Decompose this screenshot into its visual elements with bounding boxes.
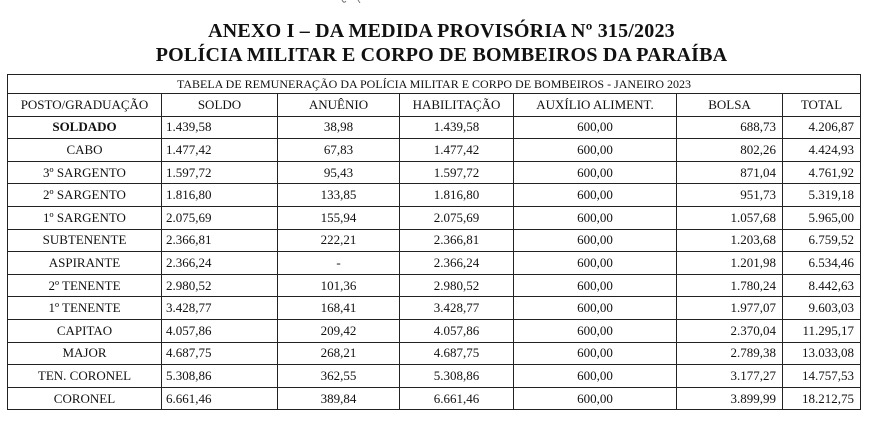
total-cell: 11.295,17 — [783, 319, 861, 342]
habilitacao-cell: 3.428,77 — [400, 297, 514, 320]
habilitacao-cell: 5.308,86 — [400, 365, 514, 388]
anuenio-cell: 155,94 — [278, 206, 400, 229]
total-cell: 9.603,03 — [783, 297, 861, 320]
auxilio-cell: 600,00 — [514, 342, 677, 365]
table-row — [8, 365, 861, 388]
soldo-cell: 2.980,52 — [162, 274, 278, 297]
auxilio-cell: 600,00 — [514, 139, 677, 162]
bolsa-cell: 1.201,98 — [677, 252, 783, 275]
rank-cell: ASPIRANTE — [8, 252, 162, 275]
rank-cell: 3º SARGENTO — [8, 161, 162, 184]
soldo-cell: 1.597,72 — [162, 161, 278, 184]
bolsa-cell: 688,73 — [677, 116, 783, 139]
auxilio-cell: 600,00 — [514, 252, 677, 275]
habilitacao-cell: 1.816,80 — [400, 184, 514, 207]
auxilio-cell: 600,00 — [514, 274, 677, 297]
rank-cell: MAJOR — [8, 342, 162, 365]
soldo-cell: 3.428,77 — [162, 297, 278, 320]
anuenio-cell: 168,41 — [278, 297, 400, 320]
rank-cell: 2º SARGENTO — [8, 184, 162, 207]
soldo-cell: 1.439,58 — [162, 116, 278, 139]
total-cell: 8.442,63 — [783, 274, 861, 297]
column-header-soldo: SOLDO — [162, 94, 278, 117]
total-cell: 13.033,08 — [783, 342, 861, 365]
soldo-cell: 4.057,86 — [162, 319, 278, 342]
table-row — [8, 387, 861, 410]
scan-artifact — [340, 0, 400, 6]
total-cell: 5.319,18 — [783, 184, 861, 207]
total-cell: 18.212,75 — [783, 387, 861, 410]
table-row — [8, 161, 861, 184]
table-row — [8, 206, 861, 229]
anuenio-cell: 362,55 — [278, 365, 400, 388]
rank-cell: CAPITAO — [8, 319, 162, 342]
document-subtitle: POLÍCIA MILITAR E CORPO DE BOMBEIROS DA PARAÍBA — [155, 44, 728, 66]
bolsa-cell: 1.057,68 — [677, 206, 783, 229]
anuenio-cell: 95,43 — [278, 161, 400, 184]
rank-cell: CORONEL — [8, 387, 162, 410]
table-body — [8, 116, 861, 410]
bolsa-cell: 2.370,04 — [677, 319, 783, 342]
total-cell: 6.759,52 — [783, 229, 861, 252]
total-cell: 4.761,92 — [783, 161, 861, 184]
auxilio-cell: 600,00 — [514, 365, 677, 388]
habilitacao-cell: 4.057,86 — [400, 319, 514, 342]
soldo-cell: 1.477,42 — [162, 139, 278, 162]
habilitacao-cell: 2.980,52 — [400, 274, 514, 297]
table-header-row — [8, 94, 861, 117]
rank-cell: 2º TENENTE — [8, 274, 162, 297]
auxilio-cell: 600,00 — [514, 319, 677, 342]
bolsa-cell: 951,73 — [677, 184, 783, 207]
soldo-cell: 2.366,81 — [162, 229, 278, 252]
rank-cell: 1º SARGENTO — [8, 206, 162, 229]
auxilio-cell: 600,00 — [514, 387, 677, 410]
anuenio-cell: 389,84 — [278, 387, 400, 410]
table-row — [8, 274, 861, 297]
soldo-cell: 1.816,80 — [162, 184, 278, 207]
habilitacao-cell: 1.477,42 — [400, 139, 514, 162]
habilitacao-cell: 2.366,81 — [400, 229, 514, 252]
habilitacao-cell: 6.661,46 — [400, 387, 514, 410]
table-row — [8, 184, 861, 207]
bolsa-cell: 1.780,24 — [677, 274, 783, 297]
auxilio-cell: 600,00 — [514, 229, 677, 252]
table-row — [8, 319, 861, 342]
column-header-habilitacao: HABILITAÇÃO — [400, 94, 514, 117]
soldo-cell: 4.687,75 — [162, 342, 278, 365]
soldo-cell: 5.308,86 — [162, 365, 278, 388]
habilitacao-cell: 2.366,24 — [400, 252, 514, 275]
rank-cell: SUBTENENTE — [8, 229, 162, 252]
auxilio-cell: 600,00 — [514, 116, 677, 139]
total-cell: 14.757,53 — [783, 365, 861, 388]
bolsa-cell: 871,04 — [677, 161, 783, 184]
rank-cell: SOLDADO — [8, 116, 162, 139]
column-header-bolsa: BOLSA — [677, 94, 783, 117]
rank-cell: TEN. CORONEL — [8, 365, 162, 388]
total-cell: 4.424,93 — [783, 139, 861, 162]
anuenio-cell: 101,36 — [278, 274, 400, 297]
auxilio-cell: 600,00 — [514, 206, 677, 229]
habilitacao-cell: 1.439,58 — [400, 116, 514, 139]
anuenio-cell: 38,98 — [278, 116, 400, 139]
column-header-posto: POSTO/GRADUAÇÃO — [8, 94, 162, 117]
table-caption-row — [8, 75, 861, 94]
rank-cell: CABO — [8, 139, 162, 162]
bolsa-cell: 1.977,07 — [677, 297, 783, 320]
document-title: ANEXO I – DA MEDIDA PROVISÓRIA Nº 315/2023 — [208, 20, 675, 42]
soldo-cell: 2.075,69 — [162, 206, 278, 229]
table-caption: TABELA DE REMUNERAÇÃO DA POLÍCIA MILITAR E CORPO DE BOMBEIROS - JANEIRO 2023 — [8, 75, 861, 94]
anuenio-cell: 222,21 — [278, 229, 400, 252]
bolsa-cell: 3.177,27 — [677, 365, 783, 388]
table-row — [8, 297, 861, 320]
total-cell: 4.206,87 — [783, 116, 861, 139]
anuenio-cell: - — [278, 252, 400, 275]
habilitacao-cell: 4.687,75 — [400, 342, 514, 365]
habilitacao-cell: 2.075,69 — [400, 206, 514, 229]
auxilio-cell: 600,00 — [514, 184, 677, 207]
soldo-cell: 6.661,46 — [162, 387, 278, 410]
total-cell: 5.965,00 — [783, 206, 861, 229]
column-header-anuenio: ANUÊNIO — [278, 94, 400, 117]
rank-cell: 1º TENENTE — [8, 297, 162, 320]
table-row — [8, 342, 861, 365]
column-header-auxilio: AUXÍLIO ALIMENT. — [514, 94, 677, 117]
auxilio-cell: 600,00 — [514, 297, 677, 320]
soldo-cell: 2.366,24 — [162, 252, 278, 275]
bolsa-cell: 1.203,68 — [677, 229, 783, 252]
auxilio-cell: 600,00 — [514, 161, 677, 184]
habilitacao-cell: 1.597,72 — [400, 161, 514, 184]
table-row — [8, 252, 861, 275]
total-cell: 6.534,46 — [783, 252, 861, 275]
table-row — [8, 139, 861, 162]
column-header-total: TOTAL — [783, 94, 861, 117]
remuneration-table — [7, 74, 861, 410]
table-row — [8, 116, 861, 139]
bolsa-cell: 2.789,38 — [677, 342, 783, 365]
bolsa-cell: 3.899,99 — [677, 387, 783, 410]
bolsa-cell: 802,26 — [677, 139, 783, 162]
anuenio-cell: 133,85 — [278, 184, 400, 207]
anuenio-cell: 67,83 — [278, 139, 400, 162]
anuenio-cell: 209,42 — [278, 319, 400, 342]
table-row — [8, 229, 861, 252]
anuenio-cell: 268,21 — [278, 342, 400, 365]
